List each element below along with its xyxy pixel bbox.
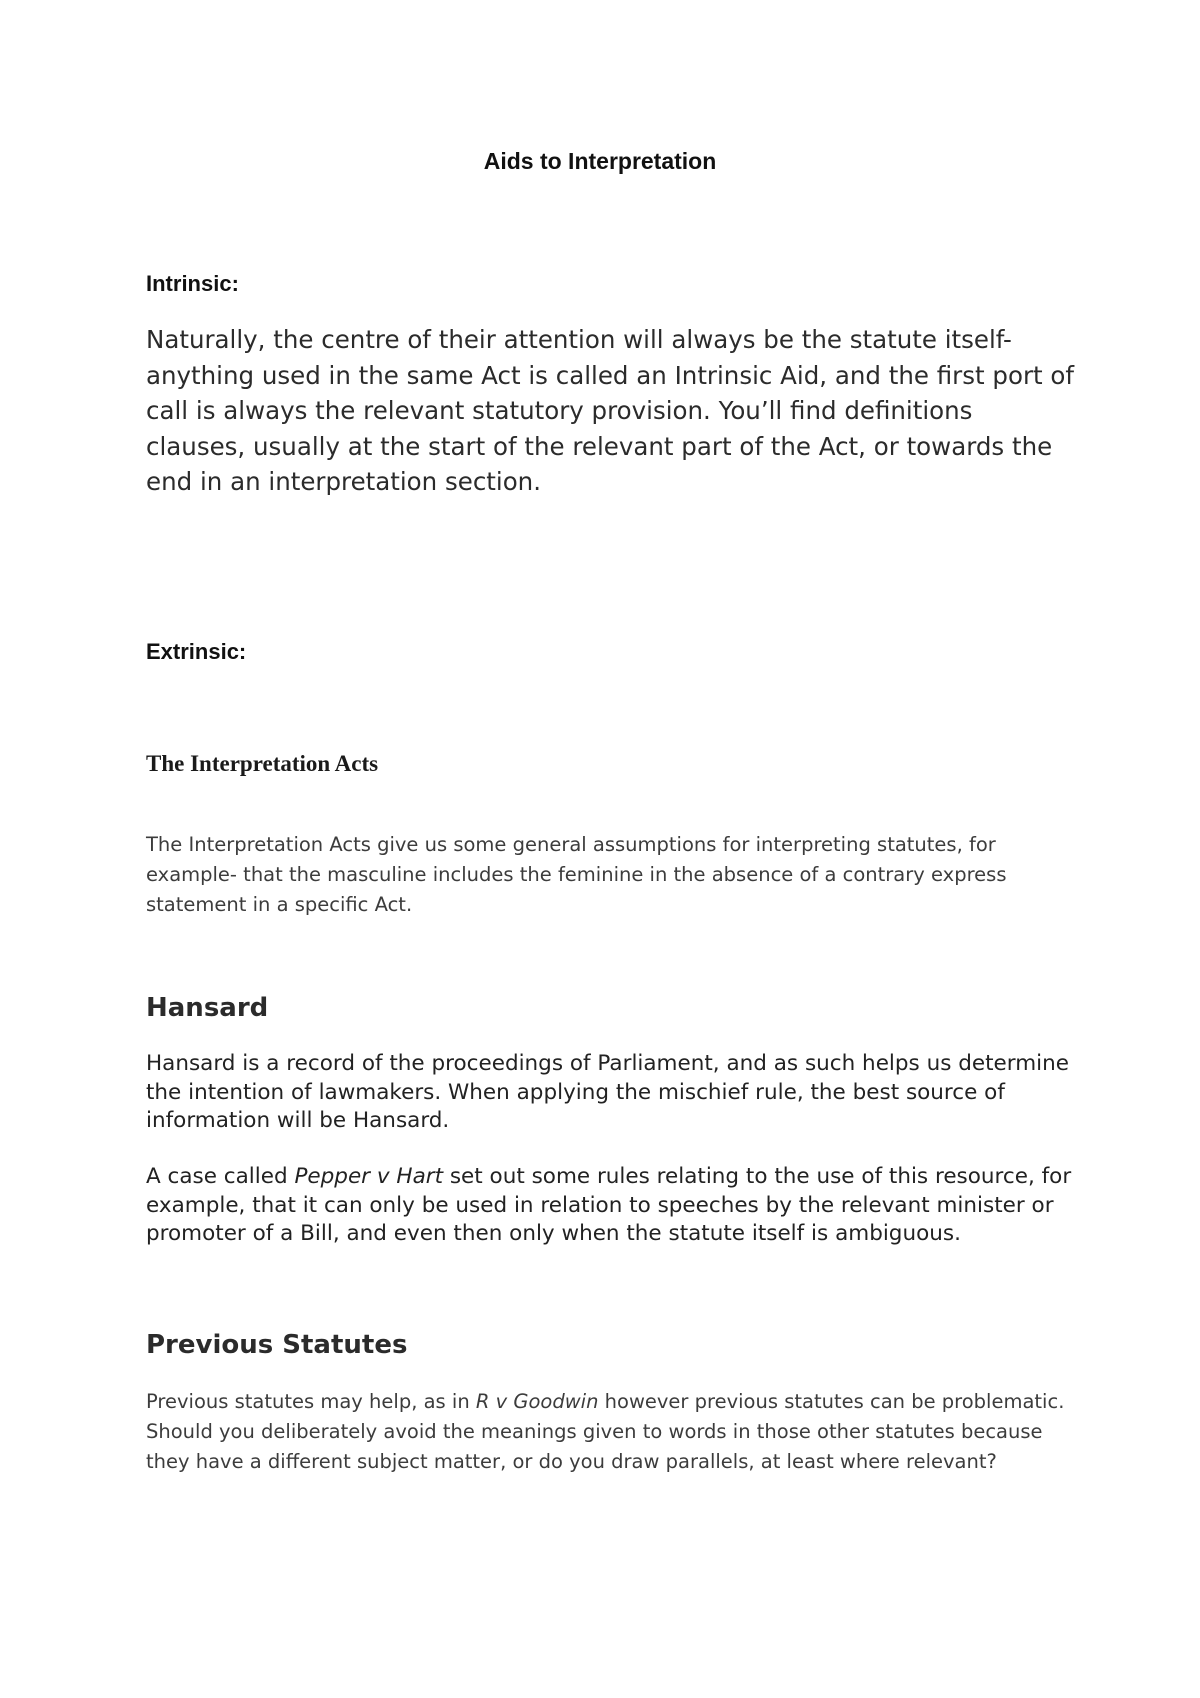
previous-statutes-heading: Previous Statutes — [146, 1330, 408, 1360]
document-title: Aids to Interpretation — [483, 148, 717, 174]
intrinsic-paragraph: Naturally, the centre of their attention will always be the statute itself- anything used in the same Act is called an Intrinsic Aid, and the first port of call is always the relevant statutory provision. You’ll find definitions clauses, usually at the start of the relevant part of the Act, or towards the end in an interpretation section. — [146, 325, 1075, 496]
hansard-paragraph-2-rest: set out some rules relating to the use of this resource, for example, that it can only be used in relation to speeches by the relevant minister or promoter of a Bill, and even then only when the statute itself is ambiguous. — [146, 1164, 1072, 1246]
interpretation-acts-heading: The Interpretation Acts — [146, 751, 379, 776]
hansard-heading: Hansard — [146, 993, 269, 1023]
hansard-paragraph-2-lead: A case called — [146, 1164, 295, 1189]
previous-statutes-paragraph — [146, 1387, 1086, 1477]
previous-statutes-lead: Previous statutes may help, as in — [146, 1390, 476, 1413]
case-name-r-v-goodwin: R v Goodwin — [475, 1390, 599, 1413]
previous-statutes-rest: however previous statutes can be problematic. Should you deliberately avoid the meanings given to words in those other statutes because they have a different subject matter, or do you draw parallels, at least where relevant? — [146, 1390, 1065, 1473]
case-name-pepper-v-hart: Pepper v Hart — [294, 1164, 444, 1189]
interpretation-acts-paragraph: The Interpretation Acts give us some general assumptions for interpreting statutes, for example- that the masculine includes the feminine in the absence of a contrary express statement in a specific Act. — [146, 833, 1007, 916]
intrinsic-label: Intrinsic: — [146, 271, 239, 296]
hansard-paragraph-1: Hansard is a record of the proceedings of Parliament, and as such helps us determine the intention of lawmakers. When applying the mischief rule, the best source of information will be Hansard. — [146, 1051, 1069, 1133]
extrinsic-label: Extrinsic: — [146, 639, 247, 664]
hansard-paragraph-2 — [146, 1163, 1086, 1249]
